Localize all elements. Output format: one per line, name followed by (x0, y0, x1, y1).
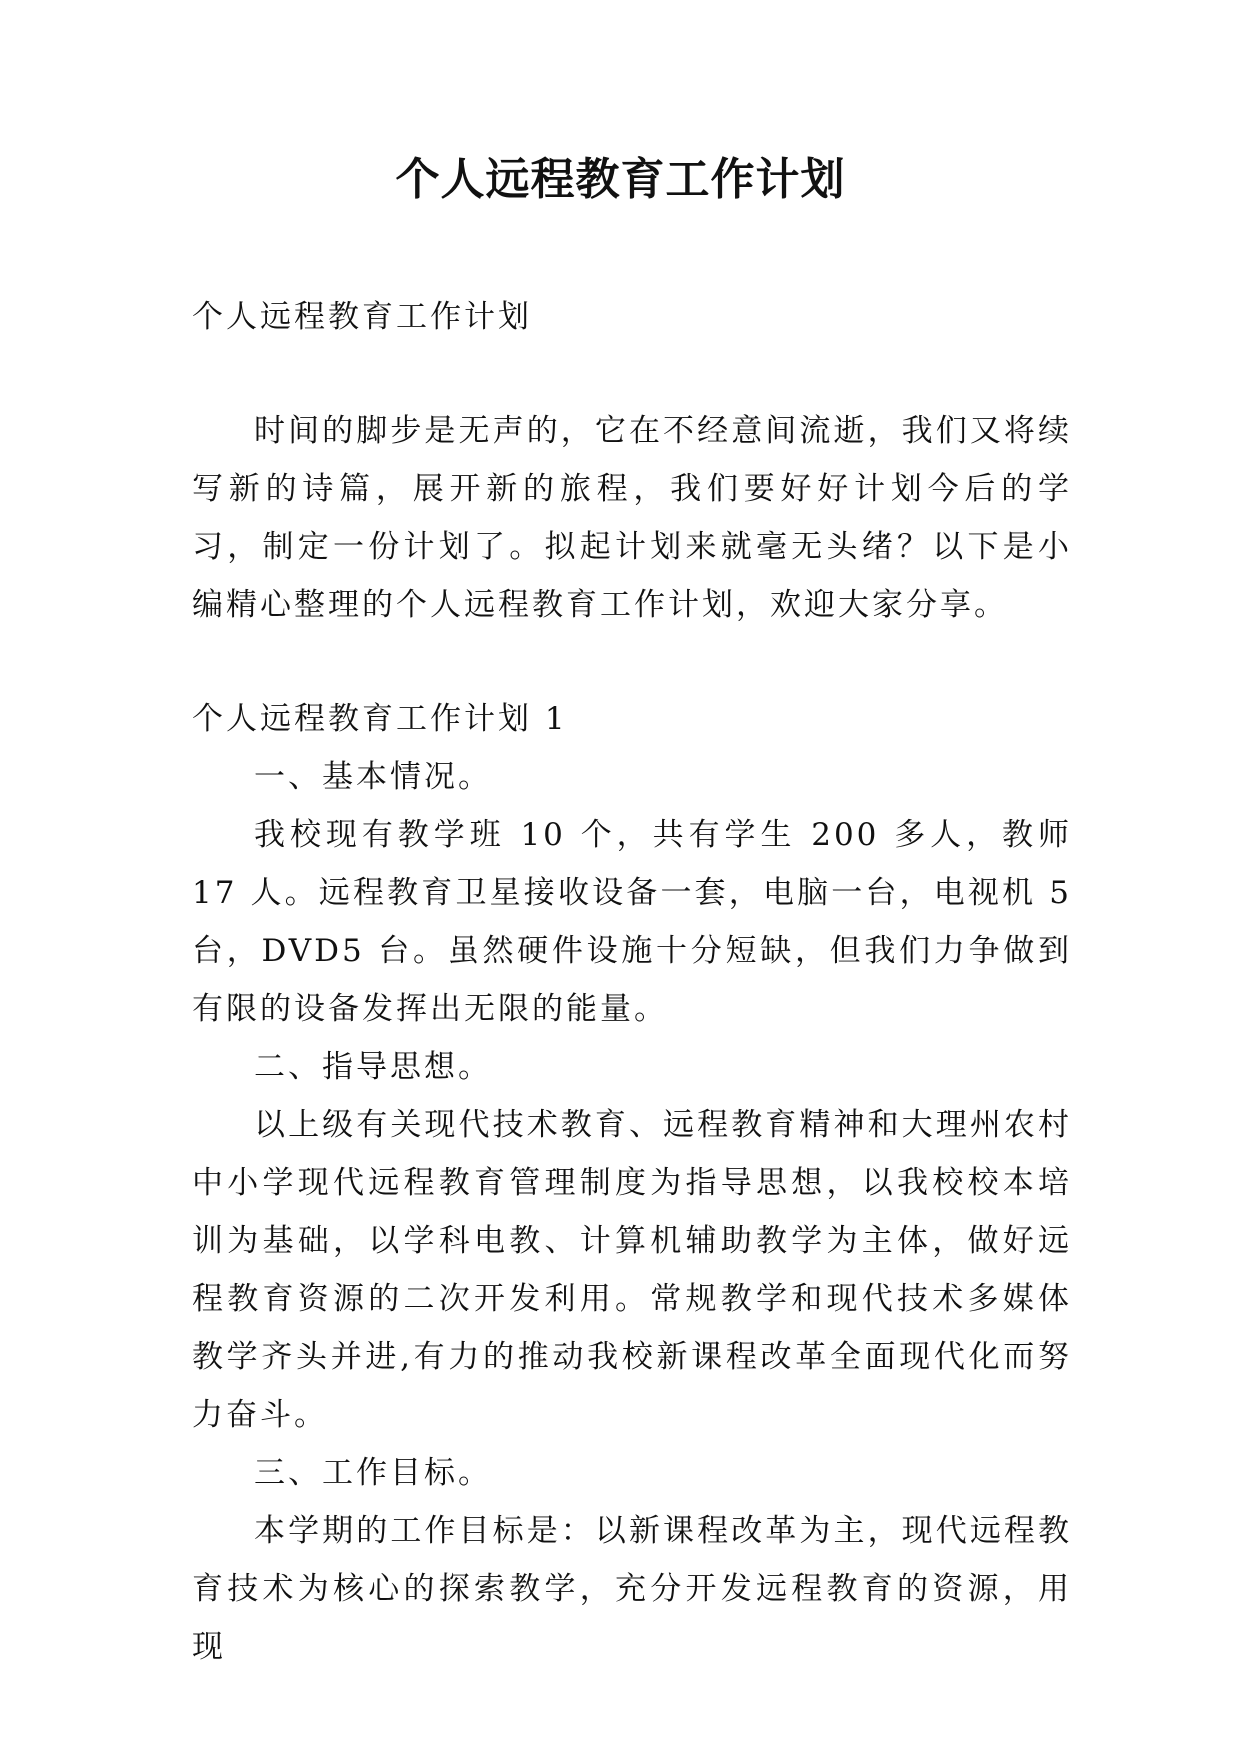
heading-guiding-ideology: 二、指导思想。 (254, 1049, 492, 1085)
paragraph-guiding-ideology: 以上级有关现代技术教育、远程教育精神和大理州农村中小学现代远程教育管理制度为指导思想，以我校校本培训为基础，以学科电教、计算机辅助教学为主体，做好远程教育资源的二次开发利用。常规教学和现代技术多媒体教学齐头并进,有力的推动我校新课程改革全面现代化而努力奋斗。 (192, 1107, 1072, 1433)
document-title: 个人远程教育工作计划 (395, 154, 846, 205)
document-body (192, 288, 1072, 1676)
section-title: 个人远程教育工作计划 1 (192, 701, 568, 737)
heading-basic-situation: 一、基本情况。 (254, 759, 492, 795)
paragraph-basic-situation: 我校现有教学班 10 个，共有学生 200 多人，教师 17 人。远程教育卫星接收设备一套，电脑一台，电视机 5 台，DVD5 台。虽然硬件设施十分短缺，但我们力争做到有限的设备发挥出无限的能量。 (192, 817, 1072, 1027)
intro-paragraph: 时间的脚步是无声的，它在不经意间流逝，我们又将续写新的诗篇，展开新的旅程，我们要好好计划今后的学习，制定一份计划了。拟起计划来就毫无头绪？以下是小编精心整理的个人远程教育工作计划，欢迎大家分享。 (192, 413, 1072, 623)
document-subtitle: 个人远程教育工作计划 (192, 299, 532, 335)
spacer (192, 634, 1072, 690)
paragraph-work-goals: 本学期的工作目标是：以新课程改革为主，现代远程教育技术为核心的探索教学，充分开发远程教育的资源，用现 (192, 1513, 1072, 1665)
heading-work-goals: 三、工作目标。 (254, 1455, 492, 1491)
spacer (192, 346, 1072, 402)
